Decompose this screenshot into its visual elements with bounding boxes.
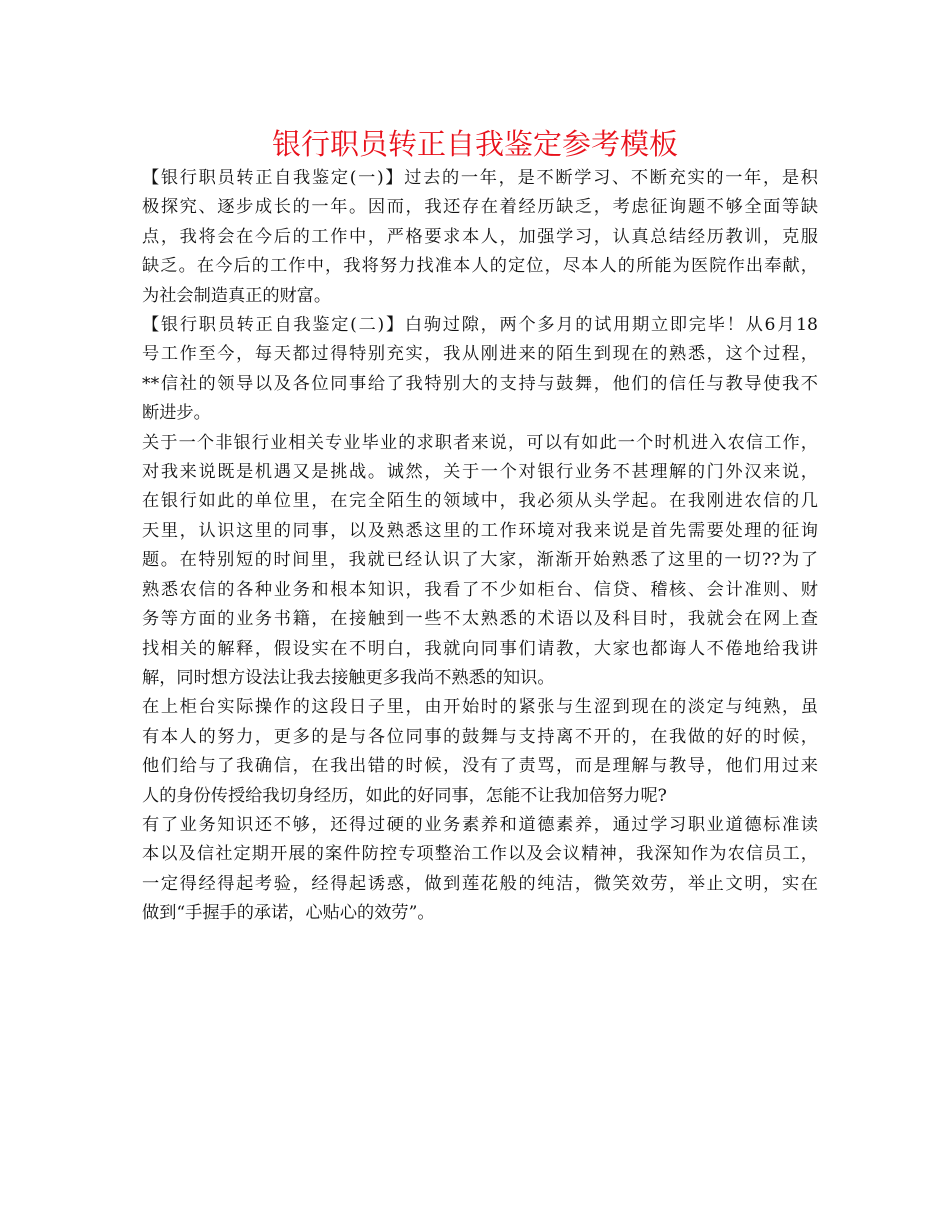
text-line: 题。在特别短的时间里，我就已经认识了大家，渐渐开始熟悉了这里的一切??为了: [142, 550, 818, 571]
text-line: 在上柜台实际操作的这段日子里，由开始时的紧张与生涩到现在的淡定与纯熟，虽: [142, 697, 818, 718]
paragraph-4: [142, 693, 818, 811]
text-line: 缺乏。在今后的工作中，我将努力找准本人的定位，尽本人的所能为医院作出奉献，: [142, 256, 818, 277]
text-line: 找相关的解释，假设实在不明白，我就向同事们请教，大家也都诲人不倦地给我讲: [142, 638, 818, 659]
paragraph-1: [142, 164, 818, 311]
text-line: 天里，认识这里的同事，以及熟悉这里的工作环境对我来说是首先需要处理的征询: [142, 520, 818, 541]
text-line: 【银行职员转正自我鉴定(二)】白驹过隙，两个多月的试用期立即完毕！从6月18: [142, 315, 818, 336]
text-line: 他们给与了我确信，在我出错的时候，没有了责骂，而是理解与教导，他们用过来: [142, 756, 818, 777]
text-line: 在银行如此的单位里，在完全陌生的领域中，我必须从头学起。在我刚进农信的几: [142, 491, 818, 512]
text-line: 熟悉农信的各种业务和根本知识，我看了不少如柜台、信贷、稽核、会计准则、财: [142, 579, 818, 600]
text-line: 有了业务知识还不够，还得过硬的业务素养和道德素养，通过学习职业道德标准读: [142, 814, 818, 835]
paragraph-5: [142, 811, 818, 929]
text-line: 为社会制造真正的财富。: [142, 285, 332, 306]
text-line: 号工作至今，每天都过得特别充实，我从刚进来的陌生到现在的熟悉，这个过程，: [142, 344, 818, 365]
text-line: **信社的领导以及各位同事给了我特别大的支持与鼓舞，他们的信任与教导使我不: [142, 373, 818, 394]
text-line: 关于一个非银行业相关专业毕业的求职者来说，可以有如此一个时机进入农信工作，: [142, 432, 818, 453]
paragraph-2: [142, 311, 818, 429]
text-line: 断进步。: [142, 403, 211, 424]
text-line: 人的身份传授给我切身经历，如此的好同事，怎能不让我加倍努力呢?: [142, 785, 667, 806]
text-line: 本以及信社定期开展的案件防控专项整治工作以及会议精神，我深知作为农信员工，: [142, 844, 818, 865]
text-line: 对我来说既是机遇又是挑战。诚然，关于一个对银行业务不甚理解的门外汉来说，: [142, 462, 818, 483]
text-line: 极探究、逐步成长的一年。因而，我还存在着经历缺乏，考虑征询题不够全面等缺: [142, 197, 818, 218]
document-title: 银行职员转正自我鉴定参考模板: [271, 127, 678, 161]
text-line: 做到“手握手的承诺，心贴心的效劳”。: [142, 903, 435, 924]
paragraph-3: [142, 429, 818, 694]
text-line: 一定得经得起考验，经得起诱惑，做到莲花般的纯洁，微笑效劳，举止文明，实在: [142, 873, 818, 894]
text-line: 【银行职员转正自我鉴定(一)】过去的一年，是不断学习、不断充实的一年，是积: [142, 168, 818, 188]
text-line: 有本人的努力，更多的是与各位同事的鼓舞与支持离不开的，在我做的好的时候，: [142, 726, 818, 747]
text-line: 务等方面的业务书籍，在接触到一些不太熟悉的术语以及科目时，我就会在网上查: [142, 609, 818, 630]
text-line: 解，同时想方设法让我去接触更多我尚不熟悉的知识。: [142, 667, 555, 688]
text-line: 点，我将会在今后的工作中，严格要求本人，加强学习，认真总结经历教训，克服: [142, 226, 818, 247]
document-body: [142, 164, 818, 929]
